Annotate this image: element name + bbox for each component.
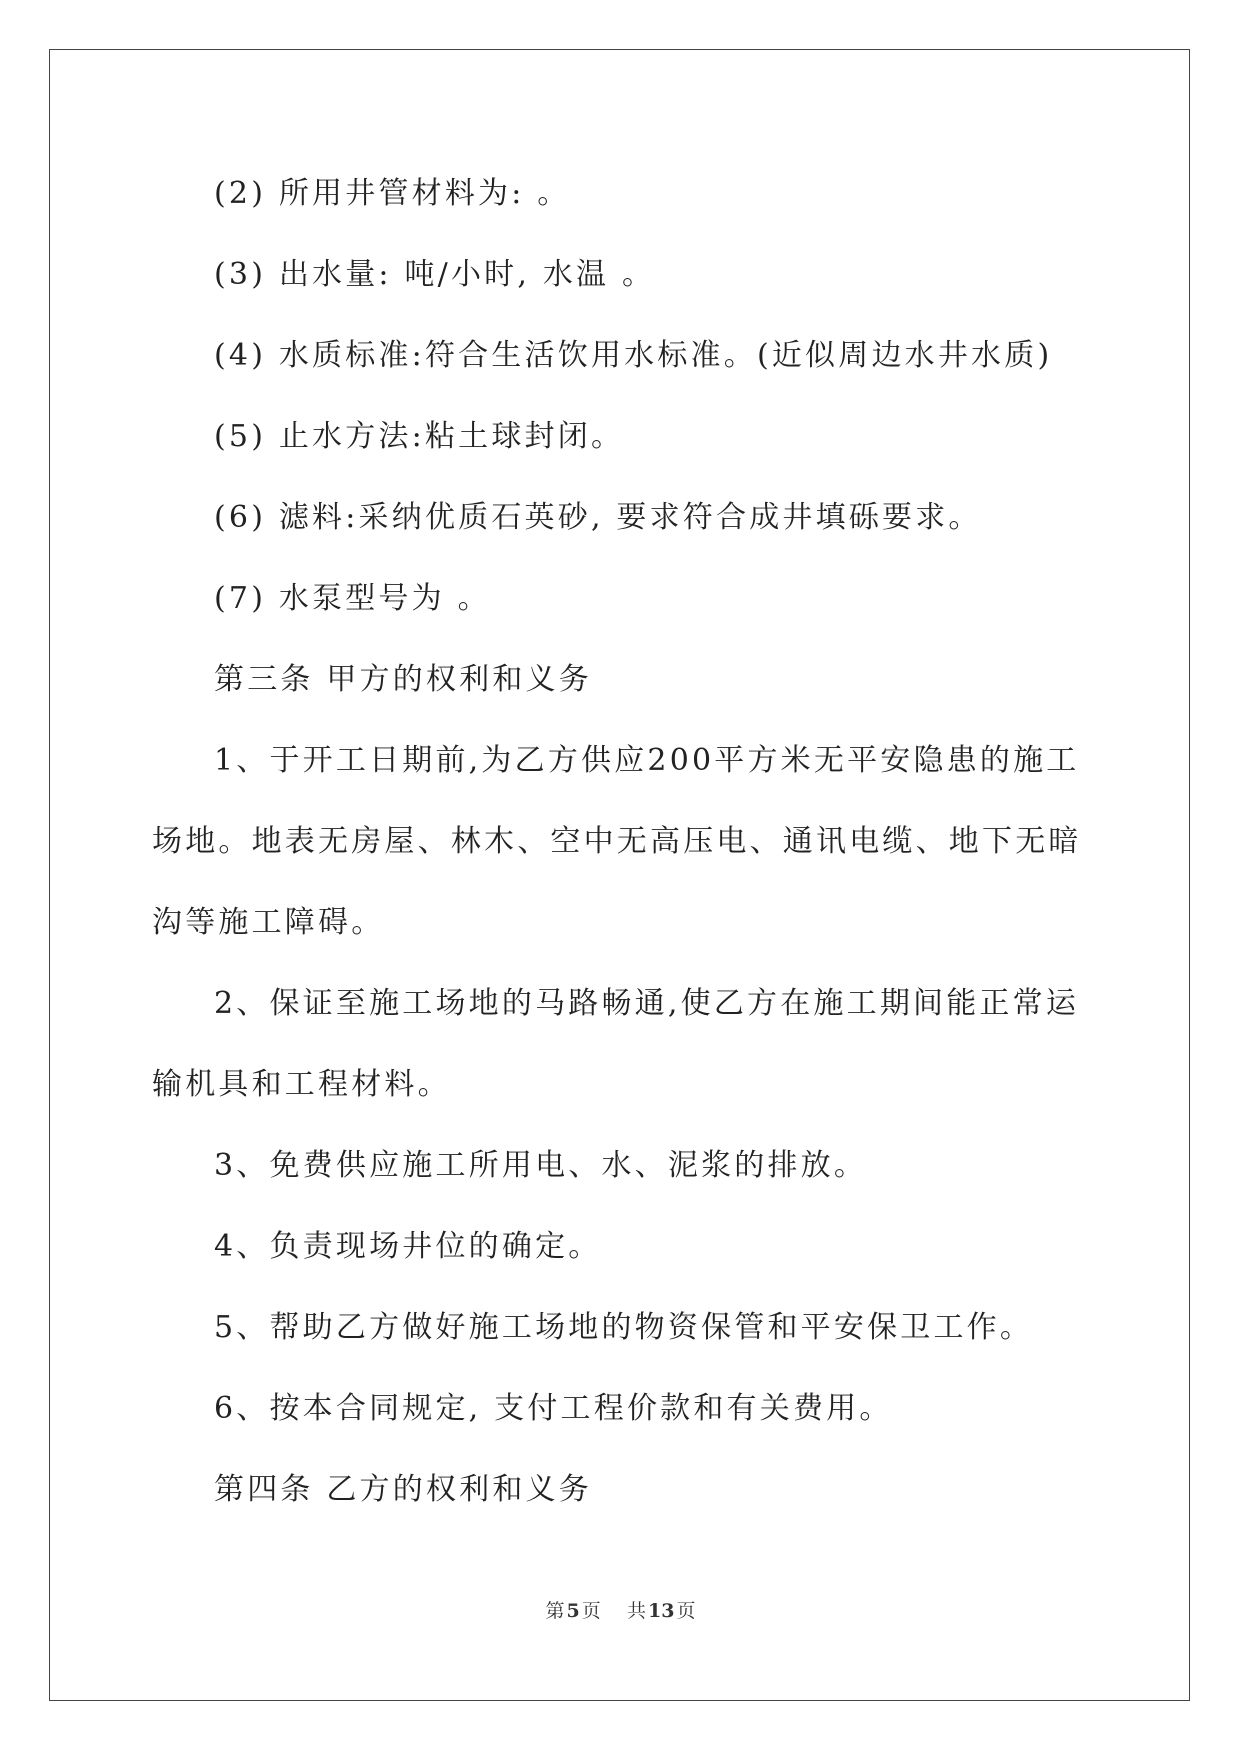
spec-item-2: (2) 所用井管材料为: 。 xyxy=(214,176,571,211)
spec-item-3: (3) 出水量: 吨/小时, 水温 。 xyxy=(214,257,656,292)
total-prefix: 共 xyxy=(626,1600,646,1622)
total-suffix: 页 xyxy=(676,1600,696,1622)
page-footer xyxy=(0,1596,1241,1623)
spec-item-4: (4) 水质标准:符合生活饮用水标准。(近似周边水井水质) xyxy=(214,338,1053,373)
article-3-clause-2: 2、保证至施工场地的马路畅通,使乙方在施工期间能正常运输机具和工程材料。 xyxy=(152,986,1080,1102)
spec-item-7: (7) 水泵型号为 。 xyxy=(214,581,491,616)
total-pages: 13 xyxy=(647,1600,675,1622)
spec-item-6: (6) 滤料:采纳优质石英砂, 要求符合成井填砾要求。 xyxy=(214,500,982,535)
article-3-clause-6: 6、按本合同规定, 支付工程价款和有关费用。 xyxy=(214,1391,893,1426)
article-3-heading: 第三条 甲方的权利和义务 xyxy=(214,662,592,697)
article-3-clause-4: 4、负责现场井位的确定。 xyxy=(214,1229,602,1264)
page-suffix: 页 xyxy=(581,1600,601,1622)
article-4-heading: 第四条 乙方的权利和义务 xyxy=(214,1472,592,1507)
spec-item-5: (5) 止水方法:粘土球封闭。 xyxy=(214,419,625,454)
article-3-clause-5: 5、帮助乙方做好施工场地的物资保管和平安保卫工作。 xyxy=(214,1310,1034,1345)
article-3-clause-3: 3、免费供应施工所用电、水、泥浆的排放。 xyxy=(214,1148,868,1183)
page-number: 5 xyxy=(566,1600,580,1622)
article-3-clause-1: 1、于开工日期前,为乙方供应200平方米无平安隐患的施工场地。地表无房屋、林木、空中无高压电、通讯电缆、地下无暗沟等施工障碍。 xyxy=(152,743,1082,940)
page-prefix: 第 xyxy=(545,1600,565,1622)
